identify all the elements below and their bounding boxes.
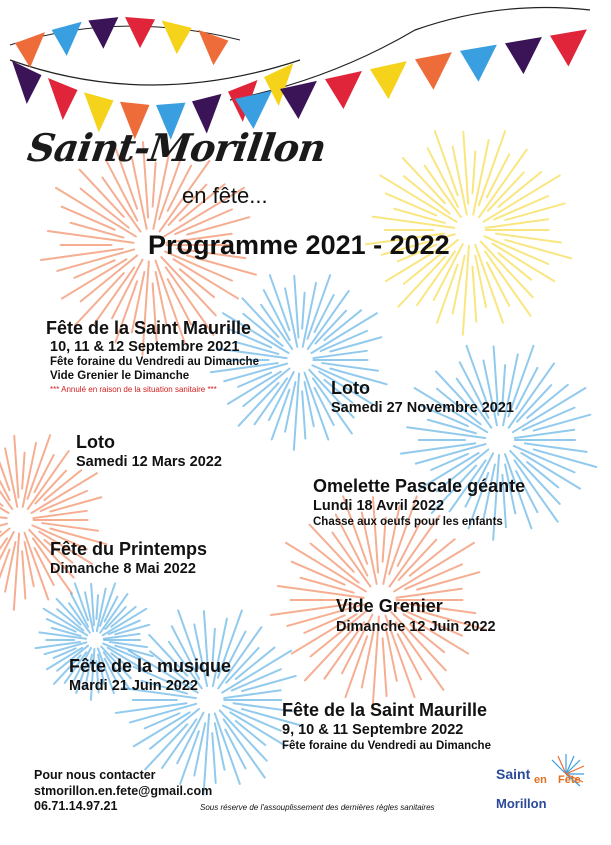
event-title: Omelette Pascale géante [313, 476, 526, 496]
event-date: Samedi 12 Mars 2022 [76, 454, 222, 470]
event-note: Fête foraine du Vendredi au Dimanche [282, 740, 491, 752]
bunting-flags [10, 8, 590, 140]
event-title: Fête de la musique [69, 656, 232, 676]
logo-text-en: en [534, 774, 547, 786]
event-date: Samedi 27 Novembre 2021 [331, 400, 514, 416]
event-date: 10, 11 & 12 Septembre 2021 [50, 339, 240, 355]
event-note: Chasse aux oeufs pour les enfants [313, 516, 503, 528]
contact-phone[interactable]: 06.71.14.97.21 [34, 799, 118, 813]
event-loto-2021 [331, 378, 514, 416]
logo-text-fete: Fête [558, 774, 581, 786]
contact-block [34, 768, 212, 815]
disclaimer-note: Sous réserve de l'assouplissement des dernières règles sanitaires [200, 803, 435, 812]
programme-title: Programme 2021 - 2022 [148, 230, 450, 260]
event-vide-grenier [336, 596, 496, 635]
event-date: Mardi 21 Juin 2022 [69, 678, 198, 694]
event-saint-maurille-2021 [46, 318, 259, 394]
event-title: Fête de la Saint Maurille [46, 318, 252, 338]
brand-subtitle: en fête... [182, 183, 268, 208]
event-date: 9, 10 & 11 Septembre 2022 [282, 722, 464, 738]
event-title: Loto [76, 432, 115, 452]
logo-text-saint: Saint [496, 766, 531, 782]
event-omelette [313, 476, 525, 528]
event-title: Vide Grenier [336, 596, 443, 616]
event-printemps [50, 539, 207, 577]
event-title: Loto [331, 378, 370, 398]
event-saint-maurille-2022 [282, 700, 491, 752]
event-title: Fête de la Saint Maurille [282, 700, 488, 720]
event-note: Fête foraine du Vendredi au Dimanche [50, 356, 259, 368]
event-date: Dimanche 12 Juin 2022 [336, 619, 496, 635]
brand-title: Saint-Morillon [24, 125, 329, 170]
event-date: Lundi 18 Avril 2022 [313, 498, 445, 514]
event-fete-musique [69, 656, 231, 694]
event-title: Fête du Printemps [50, 539, 208, 559]
contact-label: Pour nous contacter [34, 768, 156, 782]
event-date: Dimanche 8 Mai 2022 [50, 561, 196, 577]
event-cancel-notice: *** Annulé en raison de la situation sanitaire *** [50, 385, 217, 394]
event-loto-2022 [76, 432, 222, 470]
event-note: Vide Grenier le Dimanche [50, 370, 190, 382]
logo [488, 752, 588, 814]
logo-text-morillon: Morillon [496, 796, 547, 811]
contact-email[interactable]: stmorillon.en.fete@gmail.com [34, 783, 213, 798]
